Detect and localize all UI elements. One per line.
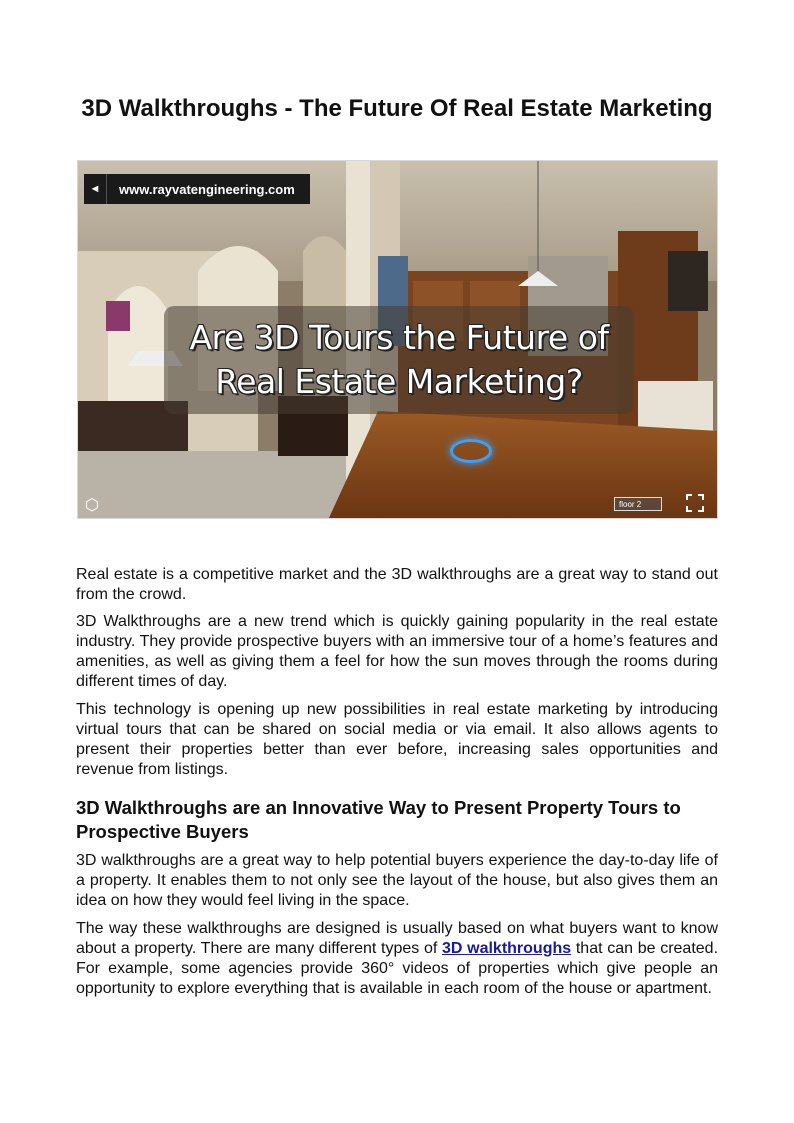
paragraph-design xyxy=(76,919,718,999)
overlay-line-1: Are 3D Tours the Future of xyxy=(189,318,609,357)
url-banner xyxy=(84,174,310,204)
paragraph-technology: This technology is opening up new possibilities in real estate marketing by introducing virtual tours that can be shared on social media or via email. It also allows agents to present their properties better than ever before, increasing sales opportunities and revenue from listings. xyxy=(76,701,718,778)
hero-image xyxy=(77,160,718,519)
overlay-line-2: Real Estate Marketing? xyxy=(215,362,583,401)
3d-walkthroughs-link[interactable]: 3D walkthroughs xyxy=(442,940,572,957)
paragraph-design-text-1: The way these walkthroughs are designed is usually based on what buyers want to know about a property. There are many different types of xyxy=(76,920,718,957)
paragraph-intro: Real estate is a competitive market and the 3D walkthroughs are a great way to stand out from the crowd. xyxy=(76,566,718,603)
floor-selector[interactable]: floor 2 xyxy=(614,497,662,511)
navigation-hotspot[interactable] xyxy=(450,439,492,463)
overlay-caption xyxy=(164,306,634,414)
fullscreen-icon[interactable] xyxy=(686,494,704,512)
back-arrow-icon[interactable]: ◄ xyxy=(89,183,101,195)
website-url: www.rayvatengineering.com xyxy=(119,181,295,197)
page-title: 3D Walkthroughs - The Future Of Real Estate Marketing xyxy=(81,95,713,122)
section-heading: 3D Walkthroughs are an Innovative Way to Present Property Tours to Prospective Buyers xyxy=(76,797,681,842)
paragraph-experience: 3D walkthroughs are a great way to help potential buyers experience the day-to-day life of a property. It enables them to not only see the layout of the house, but also gives them an idea on how they would feel living in the space. xyxy=(76,852,718,909)
paragraph-design-text-2: that can be created. For example, some agencies provide 360° videos of properties which give people an opportunity to explore everything that is available in each room of the house or apartment. xyxy=(76,940,719,997)
3d-mode-icon[interactable]: ⬡ xyxy=(85,497,99,514)
paragraph-trend: 3D Walkthroughs are a new trend which is quickly gaining popularity in the real estate industry. They provide prospective buyers with an immersive tour of a home’s features and amenities, as well as giving them a feel for how the sun moves through the rooms during different times of day. xyxy=(76,613,718,690)
